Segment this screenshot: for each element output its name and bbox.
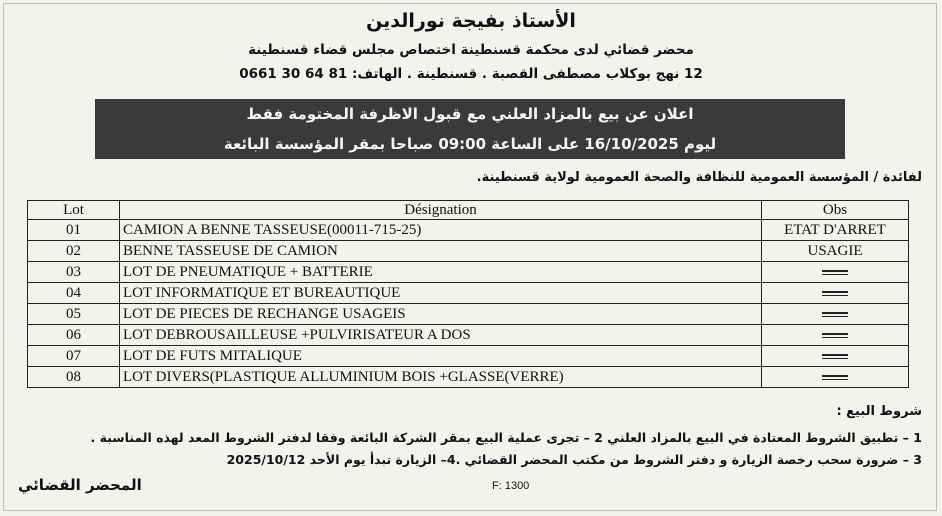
beneficiary-line: لفائدة / المؤسسة العمومية للنظافة والصحة العمومية لولاية قسنطينة.: [476, 170, 922, 185]
lot-obs-dash: [762, 262, 909, 283]
lot-obs-dash: [762, 325, 909, 346]
table-row: [28, 262, 909, 283]
dash-mark: [822, 291, 848, 296]
conditions-line-1: 1 – تطبيق الشروط المعتادة في البيع بالمزاد العلني 2 – تجرى عملية البيع بمقر الشركة البائعة وفقا لدفتر الشروط المعد لهذه المناسبة .: [90, 430, 922, 445]
table-row: [28, 367, 909, 388]
table-row: [28, 241, 909, 262]
lot-designation: LOT DE FUTS MITALIQUE: [120, 346, 762, 367]
lot-designation: CAMION A BENNE TASSEUSE(00011-715-25): [120, 220, 762, 241]
lot-number: 07: [28, 346, 120, 367]
table-header-row: [28, 201, 909, 220]
header-obs: Obs: [762, 201, 909, 220]
dash-mark: [822, 333, 848, 338]
lot-number: 02: [28, 241, 120, 262]
lot-number: 06: [28, 325, 120, 346]
header-designation: Désignation: [120, 201, 762, 220]
dash-mark: [822, 270, 848, 275]
lot-obs-dash: [762, 367, 909, 388]
lot-designation: BENNE TASSEUSE DE CAMION: [120, 241, 762, 262]
lot-number: 01: [28, 220, 120, 241]
lot-designation: LOT DIVERS(PLASTIQUE ALLUMINIUM BOIS +GLASSE(VERRE): [120, 367, 762, 388]
conditions-line-2: 3 – ضرورة سحب رخصة الزيارة و دفتر الشروط من مكتب المحضر القضائي .4– الزيارة تبدأ يوم الأحد 2025/10/12: [226, 452, 922, 467]
dash-mark: [822, 375, 848, 380]
lot-designation: LOT DE PIECES DE RECHANGE USAGEIS: [120, 304, 762, 325]
lot-number: 05: [28, 304, 120, 325]
lot-designation: LOT DEBROUSAILLEUSE +PULVIRISATEUR A DOS: [120, 325, 762, 346]
dash-mark: [822, 312, 848, 317]
lot-designation: LOT INFORMATIQUE ET BUREAUTIQUE: [120, 283, 762, 304]
lot-obs-dash: [762, 304, 909, 325]
table-row: [28, 304, 909, 325]
lot-designation: LOT DE PNEUMATIQUE + BATTERIE: [120, 262, 762, 283]
dash-mark: [822, 354, 848, 359]
conditions-title: شروط البيع :: [836, 404, 922, 419]
banner-line-2: ليوم 16/10/2025 على الساعة 09:00 صباحا بمقر المؤسسة البائعة: [223, 135, 717, 153]
bailiff-name: الأستاذ بفيجة نورالدين: [366, 10, 576, 32]
lots-table: [27, 200, 909, 388]
auction-banner: [95, 99, 845, 159]
table-row: [28, 220, 909, 241]
lot-obs-dash: [762, 346, 909, 367]
bailiff-address: 12 نهج بوكلاب مصطفى القصبة . قسنطينة . الهاتف: 81 64 30 0661: [239, 66, 703, 82]
lot-obs: USAGIE: [762, 241, 909, 262]
lot-number: 03: [28, 262, 120, 283]
table-row: [28, 346, 909, 367]
bailiff-signature: المحضر القضائي: [18, 476, 142, 494]
table-row: [28, 283, 909, 304]
banner-line-1: اعلان عن بيع بالمزاد العلني مع قبول الاظرفة المختومة فقط: [246, 105, 694, 123]
table-row: [28, 325, 909, 346]
bailiff-title: محضر قضائي لدى محكمة قسنطينة اختصاص مجلس قضاء قسنطينة: [248, 42, 694, 58]
lot-obs-dash: [762, 283, 909, 304]
reference-number: F: 1300: [492, 480, 530, 492]
lot-number: 04: [28, 283, 120, 304]
header-lot: Lot: [28, 201, 120, 220]
lot-obs: ETAT D'ARRET: [762, 220, 909, 241]
lot-number: 08: [28, 367, 120, 388]
